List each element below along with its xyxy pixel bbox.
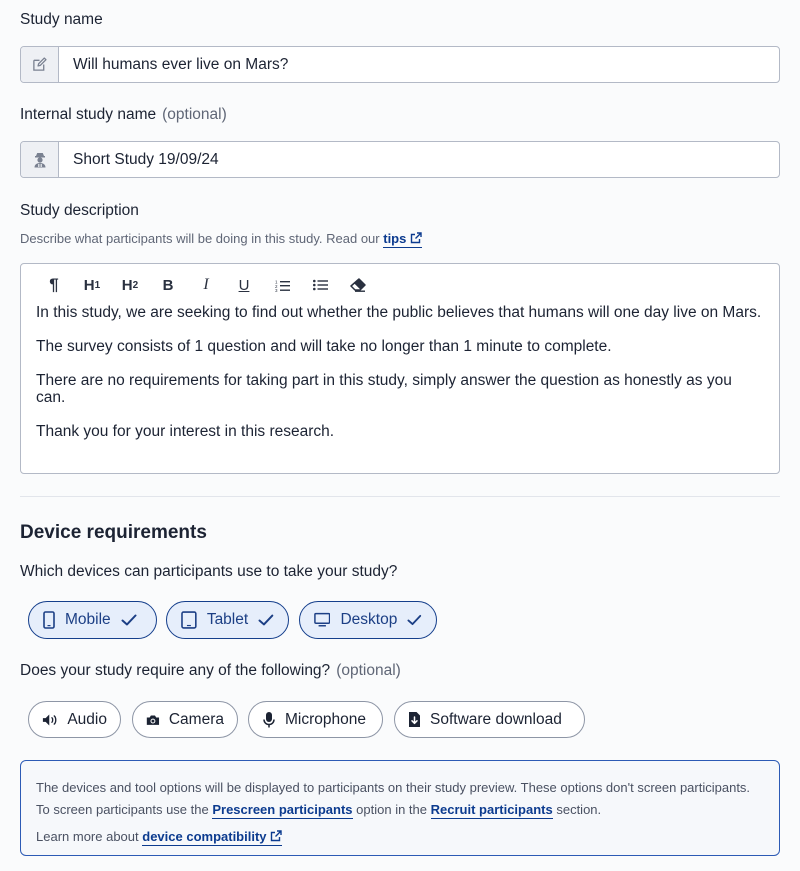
device-option-mobile[interactable] [28,601,157,639]
device-option-label: Desktop [340,611,398,628]
requirement-label: Audio [67,710,107,728]
study-name-field[interactable] [20,46,780,83]
description-paragraph: In this study, we are seeking to find out whether the public believes that humans will one day live on Mars. [36,304,762,321]
requirement-label: Camera [168,710,224,728]
check-icon [258,614,274,626]
device-info-box [20,760,780,856]
paragraph-button[interactable]: ¶ [49,275,59,294]
tips-link-text: tips [383,231,407,246]
ordered-list-button[interactable] [263,274,301,296]
requirement-label: Software download [430,710,562,728]
external-link-icon [410,232,422,244]
device-compatibility-link[interactable] [142,829,282,846]
device-option-desktop[interactable] [299,601,437,639]
description-paragraph: Thank you for your interest in this research. [36,423,335,440]
device-compatibility-link-text: device compatibility [142,829,267,844]
learn-more-text: Learn more about [36,829,139,844]
tips-link[interactable] [383,231,422,248]
requirement-audio[interactable] [28,701,121,738]
internal-name-field[interactable] [20,141,780,178]
bullet-list-button[interactable] [301,274,339,296]
description-paragraph: There are no requirements for taking part in this study, simply answer the question as honestly as you can. [36,372,732,406]
learn-more-line [36,826,764,848]
internal-name-label-text: Internal study name [20,106,157,123]
svg-text:1: 1 [274,279,278,284]
microphone-icon [262,711,276,729]
recruit-participants-link[interactable]: Recruit participants [430,802,553,817]
heading-2-button[interactable] [111,274,149,296]
info-text-part: The devices and tool options will be displayed to participants on their study preview. These options don't screen participants. To screen participants use the [36,780,751,817]
description-paragraph: The survey consists of 1 question and will take no longer than 1 minute to complete. [36,338,612,355]
requirement-camera[interactable] [132,701,238,738]
underline-button[interactable]: U [238,276,250,294]
desktop-icon [314,612,330,628]
requirement-label: Microphone [285,710,366,728]
info-text-part: option in the [356,802,427,817]
ordered-list-icon [275,279,290,292]
internal-name-label [20,106,227,124]
check-icon [121,614,137,626]
description-hint [20,231,422,246]
internal-name-input[interactable] [59,142,779,177]
optional-tag: (optional) [162,106,227,123]
section-divider [20,496,780,497]
h2-letter: H [121,276,133,294]
requirements-question [20,662,401,680]
eraser-icon [350,278,366,292]
prescreen-participants-link[interactable]: Prescreen participants [212,802,353,817]
info-text-part: section. [556,802,602,817]
h2-sub: 2 [132,279,139,291]
device-option-label: Mobile [65,611,111,628]
check-icon [407,614,422,626]
bold-button[interactable]: B [162,276,174,294]
study-name-label: Study name [20,11,103,28]
device-option-tablet[interactable] [166,601,289,639]
info-text [36,777,764,821]
requirement-microphone[interactable] [248,701,383,738]
description-editor[interactable] [20,263,780,474]
devices-question: Which devices can participants use to take your study? [20,563,398,580]
study-name-input[interactable] [59,47,779,82]
device-option-label: Tablet [206,611,249,628]
clear-format-button[interactable] [339,274,377,296]
italic-button[interactable]: I [203,276,209,293]
requirement-software-download[interactable] [394,701,585,738]
heading-1-button[interactable] [73,274,111,296]
h1-sub: 1 [94,279,101,291]
download-file-icon [408,711,421,728]
mobile-icon [43,611,55,629]
description-label: Study description [20,202,139,219]
device-requirements-title: Device requirements [20,522,207,543]
requirements-question-text: Does your study require any of the following? [20,662,331,679]
editor-content[interactable] [36,304,764,457]
svg-text:3: 3 [274,287,278,292]
tablet-icon [181,611,197,629]
speaker-icon [42,713,58,727]
researcher-icon [21,142,59,177]
svg-text:2: 2 [274,283,278,289]
camera-icon [146,713,160,727]
h1-letter: H [83,276,95,294]
bullet-list-icon [313,279,328,291]
external-link-icon [270,830,282,842]
optional-tag: (optional) [336,662,401,679]
description-hint-text: Describe what participants will be doing in this study. Read our [20,231,380,246]
editor-toolbar [35,274,377,296]
pencil-icon [21,47,59,82]
